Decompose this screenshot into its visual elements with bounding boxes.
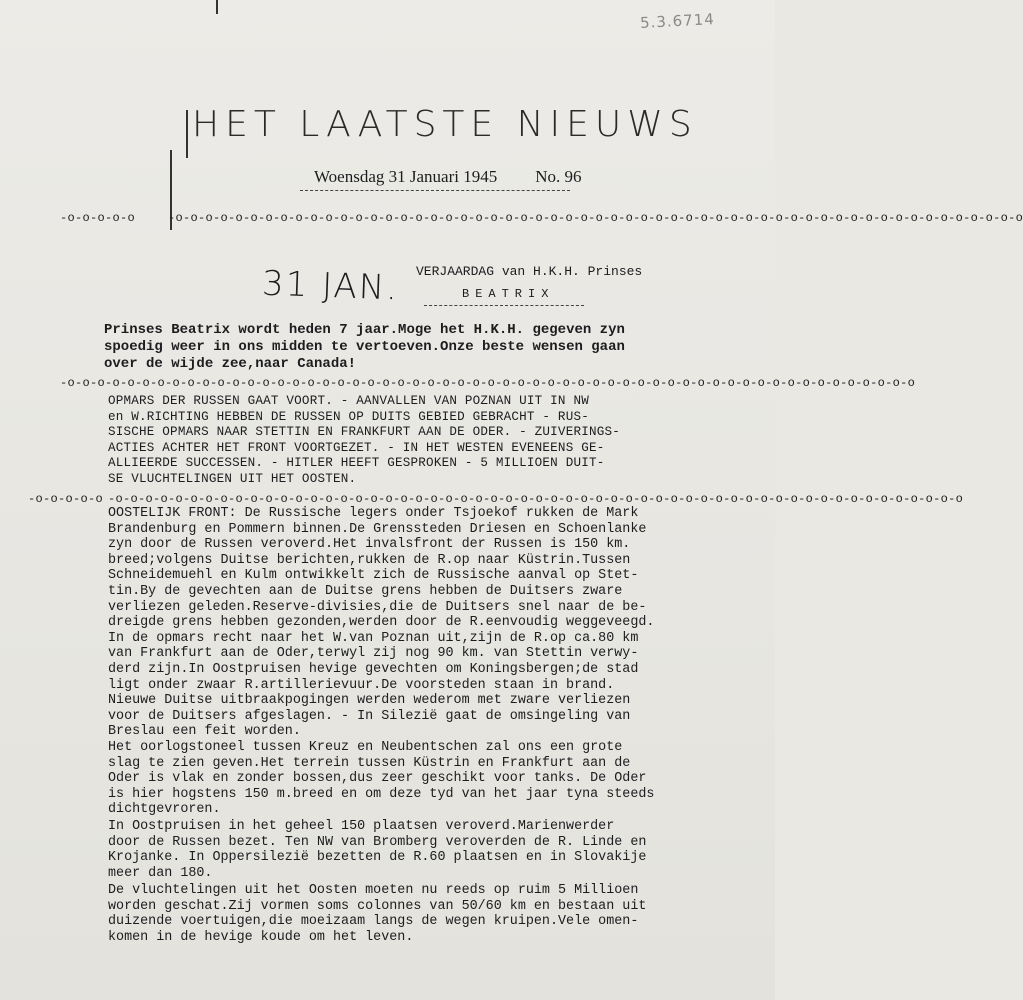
paragraph-refugees: De vluchtelingen uit het Oosten moeten nu reeds op ruim 5 Millioen worden geschat.Zij vormen soms colonnes van 50/60 km en bestaan uit duizende voertuigen,die moeizaam langs de wegen kruipen.Vele omen- komen in de hevige koude om het leven. bbox=[108, 883, 647, 945]
archive-reference: 5.3.6714 bbox=[639, 10, 716, 32]
paragraph-eastern-front: OOSTELIJK FRONT: De Russische legers onder Tsjoekof rukken de Mark Brandenburg en Pommern binnen.De Grenssteden Driesen en Schoenlanke zyn door de Russen veroverd.Het invalsfront der Russen is 150 km. breed;volgens Duitse berichten,rukken de R.op naar Küstrin.Tussen Schneidemuehl en Kulm ontwikkelt zich de Russische aanval op Stet- tin.By de gevechten aan de Duitse grens hebben de Duitsers zware verliezen geleden.Reserve-divisies,die de Duitsers snel naar de be- dreigde grens hebben gezonden,werden door de R.eenvoudig weggeveegd. In de opmars recht naar het W.van Poznan uit,zijn de R.op ca.80 km van Frankfurt aan de Oder,terwyl zij nog 90 km. van Stettin verwy- derd zijn.In Oostpruisen hevige gevechten om Koningsbergen;de stad ligt onder zwaar R.artillerievuur.De voorsteden staan in brand. Nieuwe Duitse uitbraakpogingen werden wederom met zware verliezen voor de Duitsers afgeslagen. - In Silezië gaat de omsingeling van Breslau een feit worden. bbox=[108, 506, 655, 740]
separator-left-1: -o-o-o-o-o bbox=[60, 211, 136, 225]
masthead-bracket bbox=[186, 110, 188, 158]
dateline-underline bbox=[300, 190, 570, 191]
issue-number: No. 96 bbox=[535, 167, 582, 186]
handwritten-date: 31 JAN. bbox=[261, 263, 400, 309]
headlines: OPMARS DER RUSSEN GAAT VOORT. - AANVALLEN VAN POZNAN UIT IN NW en W.RICHTING HEBBEN DE RUSSEN OP DUITS GEBIED GEBRACHT - RUS- SISCHE OPMARS NAAR STETTIN EN FRANKFURT AAN DE ODER. - ZUIVERINGS- ACTIES ACHTER HET FRONT VOORTGEZET. - IN HET WESTEN EVENEENS GE- ALLIEERDE SUCCESSEN. - HITLER HEEFT GESPROKEN - 5 MILLIOEN DUIT- SE VLUCHTELINGEN UIT HET OOSTEN. bbox=[108, 394, 620, 486]
paragraph-east-prussia: In Oostpruisen in het geheel 150 plaatsen veroverd.Marienwerder door de Russen bezet. Ten NW van Bromberg veroverden de R. Linde en Krojanke. In Oppersilezië bezetten de R.60 plaatsen en in Slovakije meer dan 180. bbox=[108, 819, 647, 881]
masthead-title: HET LAATSTE NIEUWS bbox=[192, 104, 698, 145]
issue-date: Woensdag 31 Januari 1945 bbox=[314, 167, 498, 186]
separator-2: -o-o-o-o-o-o-o-o-o-o-o-o-o-o-o-o-o-o-o-o-o-o-o-o-o-o-o-o-o-o-o-o-o-o-o-o-o-o-o-o-o-o-o-o-o-o-o-o-o-o-o-o-o-o-o-o-o bbox=[60, 376, 916, 390]
dateline bbox=[314, 167, 582, 187]
paragraph-battlefield: Het oorlogstoneel tussen Kreuz en Neubentschen zal ons een grote slag te zien geven.Het terrein tussen Küstrin en Frankfurt aan de Oder is vlak en zonder bossen,dus zeer geschikt voor tanks. De Oder is hier hogstens 150 m.breed en om deze tyd van het jaar tyna steeds dichtgevroren. bbox=[108, 740, 655, 818]
separator-3-left: -o-o-o-o-o bbox=[28, 492, 104, 506]
birthday-heading: VERJAARDAG van H.K.H. Prinses bbox=[416, 264, 643, 279]
birthday-paragraph: Prinses Beatrix wordt heden 7 jaar.Moge het H.K.H. gegeven zyn spoedig weer in ons midden te vertoeven.Onze beste wensen gaan over de wijde zee,naar Canada! bbox=[104, 322, 625, 372]
name-underline bbox=[424, 305, 584, 306]
birthday-name: BEATRIX bbox=[462, 287, 555, 301]
separator-1: -o-o-o-o-o-o-o-o-o-o-o-o-o-o-o-o-o-o-o-o-o-o-o-o-o-o-o-o-o-o-o-o-o-o-o-o-o-o-o-o-o-o-o-o-o-o-o-o-o-o-o-o-o-o-o-o-o bbox=[168, 211, 1023, 225]
separator-3: -o-o-o-o-o-o-o-o-o-o-o-o-o-o-o-o-o-o-o-o-o-o-o-o-o-o-o-o-o-o-o-o-o-o-o-o-o-o-o-o-o-o-o-o-o-o-o-o-o-o-o-o-o-o-o-o-o bbox=[108, 492, 964, 506]
pen-mark bbox=[216, 0, 218, 14]
